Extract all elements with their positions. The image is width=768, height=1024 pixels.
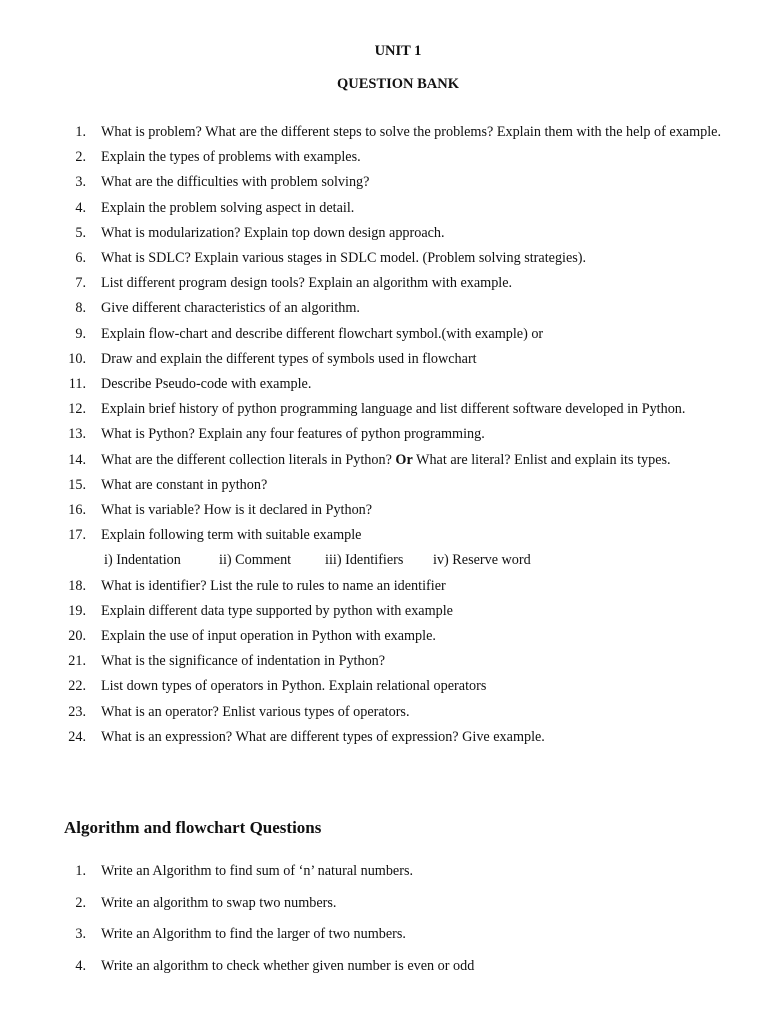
- question-text: Write an algorithm to check whether given number is even or odd: [101, 958, 475, 975]
- term-item: i) Indentation: [104, 552, 181, 569]
- question-text: What is Python? Explain any four features of python programming.: [101, 426, 485, 443]
- question-number: 24.: [68, 728, 86, 745]
- question-number: 9.: [75, 325, 86, 342]
- question-item: [0, 725, 768, 750]
- question-bank-title: QUESTION BANK: [336, 76, 460, 92]
- or-connector: Or: [395, 451, 413, 468]
- question-number: 1.: [75, 863, 86, 879]
- question-item: [0, 271, 768, 296]
- question-item: [0, 624, 768, 649]
- question-text: Explain brief history of python programming language and list different software developed in Python.: [101, 401, 686, 418]
- question-text: Draw and explain the different types of symbols used in flowchart: [101, 350, 477, 367]
- question-number: 12.: [68, 401, 86, 418]
- question-number: 11.: [68, 376, 86, 393]
- question-text: Write an algorithm to swap two numbers.: [101, 894, 337, 911]
- question-text: Explain different data type supported by python with example: [101, 602, 453, 619]
- question-item: [0, 599, 768, 624]
- question-text: Explain the problem solving aspect in detail.: [101, 199, 355, 216]
- term-list: [104, 548, 704, 573]
- question-number: 13.: [68, 426, 86, 443]
- question-item: [0, 574, 768, 599]
- question-item: [0, 473, 768, 498]
- question-text-part: What are the different collection literals in Python?: [101, 451, 396, 468]
- question-item: [0, 649, 768, 674]
- question-text: Write an Algorithm to find sum of ‘n’ natural numbers.: [101, 863, 414, 879]
- question-item: [0, 422, 768, 447]
- question-text: Give different characteristics of an algorithm.: [101, 300, 360, 317]
- question-text: Describe Pseudo-code with example.: [101, 376, 312, 393]
- question-number: 22.: [68, 678, 86, 695]
- question-item: [0, 498, 768, 523]
- question-item: [0, 372, 768, 397]
- algorithm-question-item: [0, 890, 768, 922]
- question-item: [0, 145, 768, 170]
- algorithm-question-list: [0, 858, 768, 985]
- question-item: [0, 196, 768, 221]
- question-number: 8.: [75, 300, 86, 317]
- question-number: 15.: [68, 476, 86, 493]
- question-number: 18.: [68, 577, 86, 594]
- question-text: Explain following term with suitable example: [101, 527, 362, 544]
- question-number: 7.: [75, 275, 86, 292]
- question-item: [0, 523, 768, 573]
- unit-title: UNIT 1: [374, 43, 422, 59]
- question-number: 20.: [68, 628, 86, 645]
- question-item: [0, 120, 768, 145]
- question-number: 1.: [75, 124, 86, 140]
- question-text: Explain the types of problems with examples.: [101, 149, 361, 166]
- question-item: [0, 322, 768, 347]
- question-text: What are the difficulties with problem solving?: [101, 174, 370, 191]
- question-item: [0, 700, 768, 725]
- question-text: What is an operator? Enlist various types of operators.: [101, 703, 410, 720]
- question-text: Explain flow-chart and describe different flowchart symbol.(with example) or: [101, 325, 544, 342]
- question-number: 23.: [68, 703, 86, 720]
- question-text: [101, 448, 731, 473]
- algorithm-question-item: [0, 858, 768, 890]
- question-text-part: What are literal? Enlist and explain its types.: [412, 451, 671, 468]
- question-number: 3.: [75, 174, 86, 191]
- question-list: [0, 120, 768, 750]
- term-item: ii) Comment: [219, 552, 292, 569]
- question-item: [0, 448, 768, 473]
- question-item: [0, 246, 768, 271]
- question-number: 16.: [68, 502, 86, 519]
- question-number: 19.: [68, 602, 86, 619]
- question-number: 17.: [68, 527, 86, 544]
- section-heading: Algorithm and flowchart Questions: [64, 818, 322, 837]
- question-number: 4.: [75, 199, 86, 216]
- question-text: What is an expression? What are different types of expression? Give example.: [101, 728, 545, 745]
- question-number: 3.: [75, 926, 86, 943]
- question-text: What is problem? What are the different steps to solve the problems? Explain them with the help of example.: [101, 124, 721, 140]
- question-number: 6.: [75, 250, 86, 267]
- question-number: 14.: [68, 451, 86, 468]
- term-item: iii) Identifiers: [325, 552, 404, 569]
- question-text: What is SDLC? Explain various stages in SDLC model. (Problem solving strategies).: [101, 250, 587, 267]
- question-number: 5.: [75, 224, 86, 241]
- question-number: 4.: [75, 958, 86, 975]
- question-item: [0, 170, 768, 195]
- question-item: [0, 674, 768, 699]
- question-text: What is modularization? Explain top down design approach.: [101, 224, 445, 241]
- question-number: 10.: [68, 350, 86, 367]
- question-item: [0, 347, 768, 372]
- algorithm-question-item: [0, 921, 768, 953]
- question-text: Write an Algorithm to find the larger of two numbers.: [101, 926, 406, 943]
- question-text: List down types of operators in Python. Explain relational operators: [101, 678, 487, 695]
- question-text: What is variable? How is it declared in Python?: [101, 502, 373, 519]
- algorithm-question-item: [0, 953, 768, 985]
- question-number: 2.: [75, 149, 86, 166]
- question-item: [0, 296, 768, 321]
- question-number: 21.: [68, 653, 86, 670]
- question-item: [0, 397, 768, 422]
- question-text: List different program design tools? Explain an algorithm with example.: [101, 275, 513, 292]
- question-text: What is identifier? List the rule to rules to name an identifier: [101, 577, 446, 594]
- question-number: 2.: [75, 894, 86, 911]
- term-item: iv) Reserve word: [433, 552, 531, 569]
- question-text: What is the significance of indentation in Python?: [101, 653, 386, 670]
- question-text: Explain the use of input operation in Python with example.: [101, 628, 436, 645]
- question-text: What are constant in python?: [101, 476, 268, 493]
- question-item: [0, 221, 768, 246]
